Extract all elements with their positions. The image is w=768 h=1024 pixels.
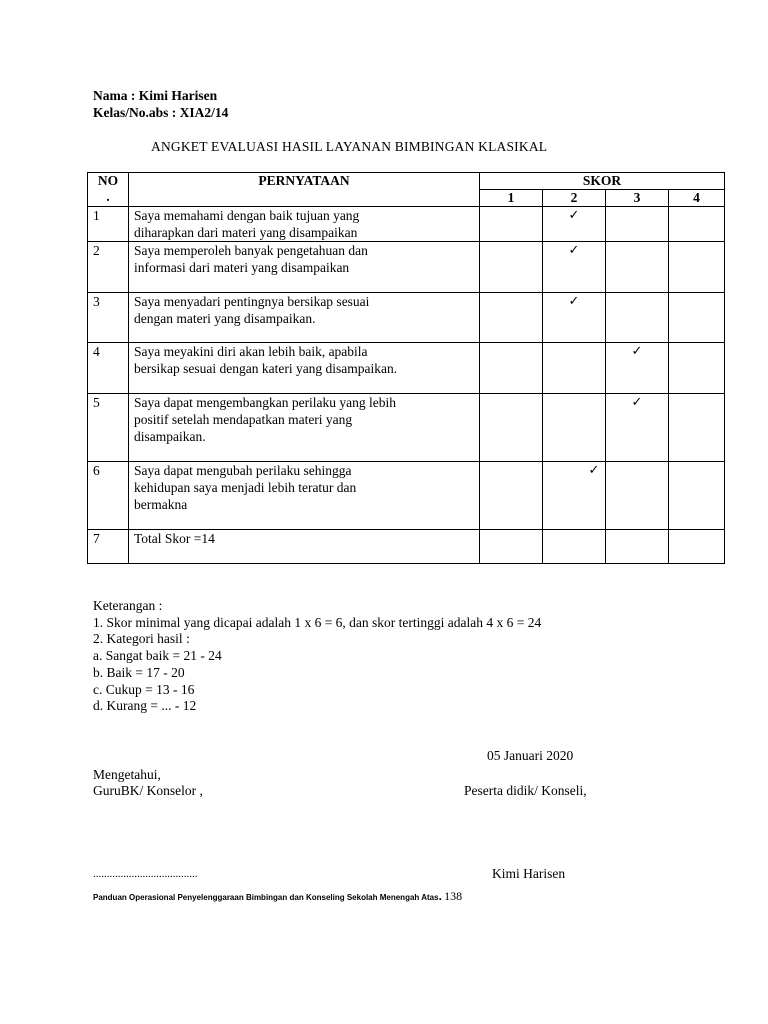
footer xyxy=(93,889,462,904)
check-mark-icon: ✓ xyxy=(568,243,580,258)
row-number: 6 xyxy=(88,462,129,530)
notes-line: c. Cukup = 13 - 16 xyxy=(93,682,195,697)
check-mark-icon: ✓ xyxy=(568,294,580,309)
row-statement xyxy=(129,394,480,462)
check-mark-icon: ✓ xyxy=(631,344,643,359)
header-no-label: NO xyxy=(97,173,119,188)
score-cell-4 xyxy=(669,207,725,242)
score-cell-3 xyxy=(606,293,669,343)
score-cell-4 xyxy=(669,530,725,564)
notes-line: 1. Skor minimal yang dicapai adalah 1 x 6 = 6, dan skor tertinggi adalah 4 x 6 = 24 xyxy=(93,615,542,630)
table-row xyxy=(88,343,725,394)
footer-text: Panduan Operasional Penyelenggaraan Bimbingan dan Konseling Sekolah Menengah Atas xyxy=(93,893,439,902)
notes-line: b. Baik = 17 - 20 xyxy=(93,665,185,680)
header-score-1: 1 xyxy=(480,190,543,207)
name-line: Nama : Kimi Harisen xyxy=(93,88,218,103)
score-cell-2 xyxy=(543,343,606,394)
table-row xyxy=(88,293,725,343)
header-score-3: 3 xyxy=(606,190,669,207)
statement-line: Saya memperoleh banyak pengetahuan dan xyxy=(134,243,368,258)
score-cell-4 xyxy=(669,343,725,394)
notes-line: d. Kurang = ... - 12 xyxy=(93,698,197,713)
statement-line: informasi dari materi yang disampaikan xyxy=(134,260,350,275)
acknowledged-label: Mengetahui, xyxy=(93,767,161,782)
row-number: 1 xyxy=(88,207,129,242)
table-row xyxy=(88,530,725,564)
table-row xyxy=(88,207,725,242)
statement-line: dengan materi yang disampaikan. xyxy=(134,311,316,326)
score-cell-3 xyxy=(606,242,669,293)
notes-heading: Keterangan : xyxy=(93,598,163,613)
score-cell-4 xyxy=(669,462,725,530)
check-mark-icon: ✓ xyxy=(631,395,643,410)
statement-line: Total Skor =14 xyxy=(134,531,215,546)
score-cell-3 xyxy=(606,530,669,564)
header-no-dot: . xyxy=(106,189,110,204)
row-number: 4 xyxy=(88,343,129,394)
row-statement xyxy=(129,207,480,242)
header-score-2: 2 xyxy=(543,190,606,207)
header-score-4: 4 xyxy=(669,190,725,207)
score-cell-3 xyxy=(606,343,669,394)
survey-table xyxy=(87,172,725,564)
row-statement xyxy=(129,293,480,343)
statement-line: kehidupan saya menjadi lebih teratur dan xyxy=(134,480,357,495)
row-statement xyxy=(129,530,480,564)
table-row xyxy=(88,462,725,530)
footer-dot: . xyxy=(438,889,442,903)
signature-date: 05 Januari 2020 xyxy=(487,748,574,763)
statement-line: Saya memahami dengan baik tujuan yang xyxy=(134,208,360,223)
class-line: Kelas/No.abs : XIA2/14 xyxy=(93,105,229,120)
header-row-1 xyxy=(88,173,725,190)
score-cell-2 xyxy=(543,462,606,530)
statement-line: bersikap sesuai dengan kateri yang disampaikan. xyxy=(134,361,398,376)
score-cell-3 xyxy=(606,394,669,462)
score-cell-4 xyxy=(669,394,725,462)
score-cell-1 xyxy=(480,293,543,343)
notes-line: a. Sangat baik = 21 - 24 xyxy=(93,648,222,663)
notes-line: 2. Kategori hasil : xyxy=(93,631,190,646)
score-cell-2 xyxy=(543,207,606,242)
score-cell-4 xyxy=(669,242,725,293)
row-statement xyxy=(129,242,480,293)
header-statement: PERNYATAAN xyxy=(129,173,480,207)
table-body xyxy=(88,207,725,564)
student-name: Kimi Harisen xyxy=(492,866,566,881)
score-cell-3 xyxy=(606,207,669,242)
row-number: 7 xyxy=(88,530,129,564)
statement-line: bermakna xyxy=(134,497,188,512)
statement-line: positif setelah mendapatkan materi yang xyxy=(134,412,353,427)
row-statement xyxy=(129,462,480,530)
score-cell-3 xyxy=(606,462,669,530)
table-row xyxy=(88,394,725,462)
header-no xyxy=(88,173,129,207)
row-number: 5 xyxy=(88,394,129,462)
score-cell-1 xyxy=(480,343,543,394)
score-cell-1 xyxy=(480,207,543,242)
document-title: ANGKET EVALUASI HASIL LAYANAN BIMBINGAN KLASIKAL xyxy=(151,139,548,154)
check-mark-icon: ✓ xyxy=(568,208,580,223)
score-cell-2 xyxy=(543,530,606,564)
counselor-label: GuruBK/ Konselor , xyxy=(93,783,203,798)
statement-line: Saya menyadari pentingnya bersikap sesuai xyxy=(134,294,370,309)
page-number: 138 xyxy=(444,889,463,903)
header-score: SKOR xyxy=(480,173,725,190)
check-mark-icon: ✓ xyxy=(588,463,600,478)
statement-line: Saya meyakini diri akan lebih baik, apabila xyxy=(134,344,368,359)
student-label: Peserta didik/ Konseli, xyxy=(464,783,587,798)
score-cell-4 xyxy=(669,293,725,343)
score-cell-2 xyxy=(543,242,606,293)
row-statement xyxy=(129,343,480,394)
table-row xyxy=(88,242,725,293)
statement-line: disampaikan. xyxy=(134,429,206,444)
row-number: 2 xyxy=(88,242,129,293)
score-cell-1 xyxy=(480,394,543,462)
counselor-signature-dots: ...................................... xyxy=(93,868,198,880)
score-cell-2 xyxy=(543,394,606,462)
score-cell-1 xyxy=(480,242,543,293)
statement-line: Saya dapat mengubah perilaku sehingga xyxy=(134,463,352,478)
score-cell-1 xyxy=(480,462,543,530)
statement-line: Saya dapat mengembangkan perilaku yang lebih xyxy=(134,395,397,410)
score-cell-2 xyxy=(543,293,606,343)
row-number: 3 xyxy=(88,293,129,343)
score-cell-1 xyxy=(480,530,543,564)
statement-line: diharapkan dari materi yang disampaikan xyxy=(134,225,358,240)
